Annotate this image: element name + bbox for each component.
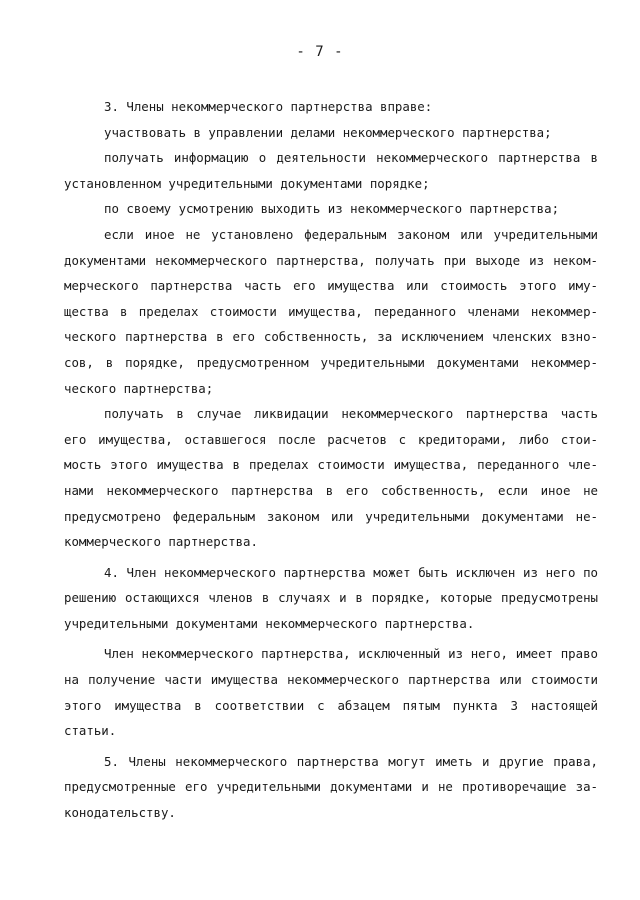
text-line: получать информацию о деятельности некоммерческого партнерства в bbox=[104, 150, 598, 166]
text-line: щества в пределах стоимости имущества, переданного членами некоммер- bbox=[64, 303, 598, 319]
text-line: предусмотрено федеральным законом или учредительными документами не- bbox=[64, 508, 598, 524]
text-line: мость этого имущества в пределах стоимости имущества, переданного чле- bbox=[64, 457, 598, 473]
text-line: Член некоммерческого партнерства, исключенный из него, имеет право bbox=[104, 646, 598, 662]
text-line: если иное не установлено федеральным законом или учредительными bbox=[104, 226, 598, 242]
text-line: решению остающихся членов в случаях и в порядке, которые предусмотрены bbox=[64, 590, 598, 606]
text-line: ческого партнерства в его собственность, за исключением членских взно- bbox=[64, 329, 598, 345]
text-line: его имущества, оставшегося после расчетов с кредиторами, либо стои- bbox=[64, 431, 598, 447]
text-line: на получение части имущества некоммерческого партнерства или стоимости bbox=[64, 672, 598, 688]
page-number: - 7 - bbox=[296, 44, 344, 60]
text-line: учредительными документами некоммерческого партнерства. bbox=[64, 615, 475, 631]
text-line: предусмотренные его учредительными документами и не противоречащие за- bbox=[64, 779, 598, 795]
document-body bbox=[64, 94, 598, 826]
text-line: по своему усмотрению выходить из некоммерческого партнерства; bbox=[104, 201, 560, 217]
text-line: участвовать в управлении делами некоммерческого партнерства; bbox=[104, 124, 552, 140]
text-line: этого имущества в соответствии с абзацем пятым пункта 3 настоящей bbox=[64, 697, 598, 713]
text-line: конодательству. bbox=[64, 805, 176, 821]
text-line: получать в случае ликвидации некоммерческого партнерства часть bbox=[104, 406, 598, 422]
text-line: сов, в порядке, предусмотренном учредительными документами некоммер- bbox=[64, 354, 598, 370]
text-line: установленном учредительными документами порядке; bbox=[64, 175, 430, 191]
text-line: коммерческого партнерства. bbox=[64, 534, 258, 550]
text-line: 3. Члены некоммерческого партнерства вправе: bbox=[104, 99, 433, 114]
text-line: 4. Член некоммерческого партнерства может быть исключен из него по bbox=[104, 564, 598, 580]
text-line: статьи. bbox=[64, 723, 117, 739]
text-line: ческого партнерства; bbox=[64, 380, 214, 396]
text-line: документами некоммерческого партнерства, получать при выходе из неком- bbox=[64, 252, 598, 268]
text-line: 5. Члены некоммерческого партнерства могут иметь и другие права, bbox=[104, 753, 598, 769]
text-line: нами некоммерческого партнерства в его собственность, если иное не bbox=[64, 482, 598, 498]
text-line: мерческого партнерства часть его имущества или стоимость этого иму- bbox=[64, 278, 598, 294]
